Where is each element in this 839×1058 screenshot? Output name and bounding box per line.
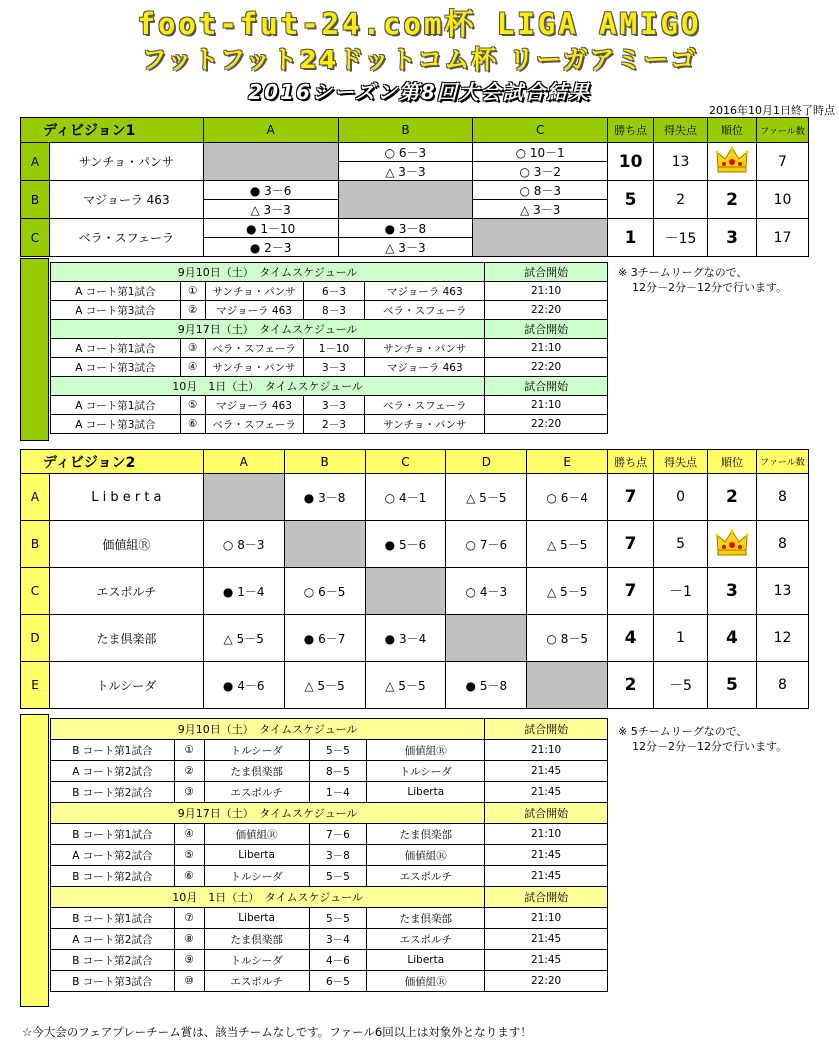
home-team: エスポルチ bbox=[204, 971, 309, 992]
away-team: Liberta bbox=[367, 950, 485, 971]
court: B コート第3試合 bbox=[51, 971, 175, 992]
div2-goaldiff: 0 bbox=[654, 474, 708, 521]
schedule-day-header: 9月17日（土） タイムスケジュール bbox=[51, 320, 485, 339]
div2-goaldiff-header: 得失点 bbox=[654, 450, 708, 474]
court: B コート第1試合 bbox=[51, 908, 175, 929]
home-team: ベラ・スフェーラ bbox=[205, 415, 303, 434]
div2-team-name: エスポルチ bbox=[49, 568, 203, 615]
div2-result: ○ 6－5 bbox=[284, 568, 365, 615]
div2-result: ○ 6－4 bbox=[527, 474, 608, 521]
court: A コート第1試合 bbox=[51, 339, 181, 358]
note-line: ※ 3チームリーグなので、 bbox=[618, 266, 748, 279]
start-time: 22:20 bbox=[485, 358, 608, 377]
home-team: 価値組Ⓡ bbox=[204, 824, 309, 845]
game-no: ⑥ bbox=[174, 866, 204, 887]
div1-self-cell bbox=[338, 181, 473, 219]
court: B コート第2試合 bbox=[51, 866, 175, 887]
game-no: ⑤ bbox=[180, 396, 205, 415]
game-no: ⑨ bbox=[174, 950, 204, 971]
game-no: ③ bbox=[174, 782, 204, 803]
div1-team-name: サンチョ・パンサ bbox=[49, 143, 203, 181]
div1-schedule-bar bbox=[20, 258, 49, 441]
away-team: ベラ・スフェーラ bbox=[365, 396, 485, 415]
away-team: エスポルチ bbox=[367, 929, 485, 950]
div2-rank: 2 bbox=[707, 474, 756, 521]
div2-goaldiff: －5 bbox=[654, 662, 708, 709]
game-no: ① bbox=[174, 740, 204, 761]
crown-icon bbox=[715, 146, 749, 174]
div2-col: A bbox=[203, 450, 284, 474]
div2-fouls: 12 bbox=[756, 615, 808, 662]
court: B コート第1試合 bbox=[51, 824, 175, 845]
start-time-header: 試合開始 bbox=[485, 719, 608, 740]
court: B コート第2試合 bbox=[51, 782, 175, 803]
div2-rank-cell bbox=[707, 521, 756, 568]
away-team: マジョーラ 463 bbox=[365, 282, 485, 301]
game-no: ④ bbox=[174, 824, 204, 845]
div1-self-cell bbox=[203, 143, 338, 181]
div2-self-cell bbox=[365, 568, 446, 615]
div2-col: C bbox=[365, 450, 446, 474]
home-team: エスポルチ bbox=[204, 782, 309, 803]
div1-result: ○ 6－3 bbox=[338, 143, 473, 162]
div1-rank-cell bbox=[708, 143, 757, 181]
div2-result: ○ 4－1 bbox=[365, 474, 446, 521]
score: 2－3 bbox=[303, 415, 365, 434]
div2-result: △ 5－5 bbox=[527, 521, 608, 568]
away-team: トルシーダ bbox=[367, 761, 485, 782]
game-no: ⑤ bbox=[174, 845, 204, 866]
home-team: トルシーダ bbox=[204, 866, 309, 887]
start-time: 21:45 bbox=[485, 950, 608, 971]
div1-note bbox=[618, 265, 787, 295]
div1-team-name: ベラ・スフェーラ bbox=[49, 219, 203, 257]
score: 7－6 bbox=[309, 824, 367, 845]
div2-goaldiff: 5 bbox=[654, 521, 708, 568]
div2-team-name: トルシーダ bbox=[49, 662, 203, 709]
note-line: ※ 5チームリーグなので、 bbox=[618, 725, 748, 738]
start-time: 21:10 bbox=[485, 740, 608, 761]
div2-points: 4 bbox=[608, 615, 654, 662]
div2-points: 7 bbox=[608, 568, 654, 615]
div2-note bbox=[618, 724, 787, 754]
div1-points: 5 bbox=[608, 181, 654, 219]
away-team: たま倶楽部 bbox=[367, 824, 485, 845]
div2-self-cell bbox=[527, 662, 608, 709]
div1-rank: 2 bbox=[708, 181, 757, 219]
home-team: マジョーラ 463 bbox=[205, 396, 303, 415]
div2-team-name: たま倶楽部 bbox=[49, 615, 203, 662]
div1-fouls: 17 bbox=[756, 219, 808, 257]
div1-goaldiff: 13 bbox=[654, 143, 708, 181]
away-team: 価値組Ⓡ bbox=[367, 845, 485, 866]
game-no: ② bbox=[174, 761, 204, 782]
court: A コート第2試合 bbox=[51, 761, 175, 782]
div2-col: E bbox=[527, 450, 608, 474]
start-time: 21:10 bbox=[485, 282, 608, 301]
crown-icon bbox=[715, 529, 749, 557]
div1-goaldiff: －15 bbox=[654, 219, 708, 257]
div2-result: △ 5－5 bbox=[203, 615, 284, 662]
score: 5－5 bbox=[309, 740, 367, 761]
div1-result: △ 3－3 bbox=[203, 200, 338, 219]
start-time: 22:20 bbox=[485, 415, 608, 434]
game-no: ③ bbox=[180, 339, 205, 358]
home-team: Liberta bbox=[204, 908, 309, 929]
start-time: 21:10 bbox=[485, 396, 608, 415]
div1-fouls: 10 bbox=[756, 181, 808, 219]
div2-result: ● 5－6 bbox=[365, 521, 446, 568]
div1-result: ○ 8－3 bbox=[473, 181, 608, 200]
court: A コート第1試合 bbox=[51, 396, 181, 415]
div2-goaldiff: 1 bbox=[654, 615, 708, 662]
start-time-header: 試合開始 bbox=[485, 263, 608, 282]
start-time: 21:10 bbox=[485, 908, 608, 929]
score: 6－5 bbox=[309, 971, 367, 992]
away-team: エスポルチ bbox=[367, 866, 485, 887]
div1-points: 10 bbox=[608, 143, 654, 181]
div2-goaldiff: －1 bbox=[654, 568, 708, 615]
start-time-header: 試合開始 bbox=[485, 377, 608, 396]
start-time: 21:45 bbox=[485, 845, 608, 866]
score: 8－3 bbox=[303, 301, 365, 320]
div2-fouls: 13 bbox=[756, 568, 808, 615]
game-no: ⑧ bbox=[174, 929, 204, 950]
start-time: 22:20 bbox=[485, 301, 608, 320]
score: 6－3 bbox=[303, 282, 365, 301]
court: A コート第2試合 bbox=[51, 929, 175, 950]
home-team: マジョーラ 463 bbox=[205, 301, 303, 320]
home-team: ベラ・スフェーラ bbox=[205, 339, 303, 358]
div1-result: △ 3－3 bbox=[338, 162, 473, 181]
div2-title: ディビジョン2 bbox=[21, 450, 204, 474]
div1-result: ● 1－10 bbox=[203, 219, 338, 238]
div2-team-name: 価値組Ⓡ bbox=[49, 521, 203, 568]
div2-rank-header: 順位 bbox=[707, 450, 756, 474]
game-no: ⑥ bbox=[180, 415, 205, 434]
div1-team-name: マジョーラ 463 bbox=[49, 181, 203, 219]
start-time: 21:45 bbox=[485, 866, 608, 887]
score: 5－5 bbox=[309, 908, 367, 929]
div1-goaldiff-header: 得失点 bbox=[654, 118, 708, 143]
div2-result: ○ 7－6 bbox=[446, 521, 527, 568]
div1-fouls-header: ファール数 bbox=[756, 118, 808, 143]
div2-result: ○ 8－5 bbox=[527, 615, 608, 662]
score: 8－5 bbox=[309, 761, 367, 782]
div2-points: 7 bbox=[608, 474, 654, 521]
div1-rank-header: 順位 bbox=[708, 118, 757, 143]
court: B コート第2試合 bbox=[51, 950, 175, 971]
div1-schedule-table bbox=[50, 262, 608, 434]
game-no: ⑦ bbox=[174, 908, 204, 929]
div2-row-key: A bbox=[21, 474, 50, 521]
court: A コート第2試合 bbox=[51, 845, 175, 866]
start-time-header: 試合開始 bbox=[485, 887, 608, 908]
div2-result: ● 5－8 bbox=[446, 662, 527, 709]
div1-result: △ 3－3 bbox=[338, 238, 473, 257]
div2-fouls: 8 bbox=[756, 662, 808, 709]
div1-col-a: A bbox=[203, 118, 338, 143]
score: 3－4 bbox=[309, 929, 367, 950]
div2-points: 2 bbox=[608, 662, 654, 709]
as-of-date: 2016年10月1日終了時点 bbox=[709, 104, 835, 117]
div2-result: ● 1－4 bbox=[203, 568, 284, 615]
div1-title: ディビジョン1 bbox=[21, 118, 204, 143]
start-time: 21:45 bbox=[485, 929, 608, 950]
note-line: 12分－2分－12分で行います。 bbox=[632, 281, 788, 294]
div2-result: ● 3－4 bbox=[365, 615, 446, 662]
title-english: foot-fut-24.com杯 LIGA AMIGO bbox=[137, 7, 702, 41]
score: 3－3 bbox=[303, 396, 365, 415]
div2-self-cell bbox=[284, 521, 365, 568]
div1-row-key: B bbox=[21, 181, 50, 219]
div2-fouls-header: ファール数 bbox=[756, 450, 808, 474]
div1-result: ○ 10－1 bbox=[473, 143, 608, 162]
div1-col-b: B bbox=[338, 118, 473, 143]
start-time-header: 試合開始 bbox=[485, 320, 608, 339]
div2-col: D bbox=[446, 450, 527, 474]
home-team: トルシーダ bbox=[204, 950, 309, 971]
home-team: サンチョ・パンサ bbox=[205, 282, 303, 301]
start-time: 21:45 bbox=[485, 761, 608, 782]
fair-play-note: ☆今大会のフェアプレーチーム賞は、該当チームなしです。ファール6回以上は対象外となります！ bbox=[22, 1025, 532, 1039]
away-team: 価値組Ⓡ bbox=[367, 971, 485, 992]
div1-result: ○ 3－2 bbox=[473, 162, 608, 181]
div2-result: ● 4－6 bbox=[203, 662, 284, 709]
div2-result: △ 5－5 bbox=[365, 662, 446, 709]
game-no: ④ bbox=[180, 358, 205, 377]
home-team: トルシーダ bbox=[204, 740, 309, 761]
home-team: たま倶楽部 bbox=[204, 929, 309, 950]
div2-row-key: B bbox=[21, 521, 50, 568]
div2-result: ● 6－7 bbox=[284, 615, 365, 662]
away-team: Liberta bbox=[367, 782, 485, 803]
div2-result: △ 5－5 bbox=[284, 662, 365, 709]
div1-goaldiff: 2 bbox=[654, 181, 708, 219]
div1-result: ● 3－8 bbox=[338, 219, 473, 238]
div1-standings-table bbox=[20, 117, 809, 257]
div2-rank: 3 bbox=[707, 568, 756, 615]
away-team: たま倶楽部 bbox=[367, 908, 485, 929]
score: 1－10 bbox=[303, 339, 365, 358]
div2-self-cell bbox=[446, 615, 527, 662]
div2-fouls: 8 bbox=[756, 521, 808, 568]
div2-standings-table bbox=[20, 449, 809, 709]
div2-result: ○ 4－3 bbox=[446, 568, 527, 615]
div2-col: B bbox=[284, 450, 365, 474]
div1-result: ● 2－3 bbox=[203, 238, 338, 257]
schedule-day-header: 10月 1日（土） タイムスケジュール bbox=[51, 377, 485, 396]
schedule-day-header: 10月 1日（土） タイムスケジュール bbox=[51, 887, 485, 908]
div2-self-cell bbox=[203, 474, 284, 521]
div2-result: △ 5－5 bbox=[527, 568, 608, 615]
score: 1－4 bbox=[309, 782, 367, 803]
away-team: ベラ・スフェーラ bbox=[365, 301, 485, 320]
score: 4－6 bbox=[309, 950, 367, 971]
schedule-day-header: 9月17日（土） タイムスケジュール bbox=[51, 803, 485, 824]
home-team: サンチョ・パンサ bbox=[205, 358, 303, 377]
home-team: たま倶楽部 bbox=[204, 761, 309, 782]
start-time: 22:20 bbox=[485, 971, 608, 992]
page-subtitle: 2016シーズン第8回大会試合結果 bbox=[248, 80, 591, 104]
div2-row-key: E bbox=[21, 662, 50, 709]
div2-row-key: C bbox=[21, 568, 50, 615]
schedule-day-header: 9月10日（土） タイムスケジュール bbox=[51, 263, 485, 282]
div2-result: ○ 8－3 bbox=[203, 521, 284, 568]
start-time: 21:45 bbox=[485, 782, 608, 803]
div2-rank: 5 bbox=[707, 662, 756, 709]
court: A コート第3試合 bbox=[51, 358, 181, 377]
div2-row-key: D bbox=[21, 615, 50, 662]
home-team: Liberta bbox=[204, 845, 309, 866]
game-no: ⑩ bbox=[174, 971, 204, 992]
div2-fouls: 8 bbox=[756, 474, 808, 521]
schedule-day-header: 9月10日（土） タイムスケジュール bbox=[51, 719, 485, 740]
div2-points-header: 勝ち点 bbox=[608, 450, 654, 474]
div1-points: 1 bbox=[608, 219, 654, 257]
game-no: ① bbox=[180, 282, 205, 301]
div1-col-c: C bbox=[473, 118, 608, 143]
div1-result: ● 3－6 bbox=[203, 181, 338, 200]
start-time: 21:10 bbox=[485, 339, 608, 358]
score: 3－8 bbox=[309, 845, 367, 866]
court: A コート第3試合 bbox=[51, 415, 181, 434]
title-japanese: フットフット24ドットコム杯 リーガアミーゴ bbox=[141, 45, 698, 74]
div1-self-cell bbox=[473, 219, 608, 257]
div1-points-header: 勝ち点 bbox=[608, 118, 654, 143]
away-team: サンチョ・パンサ bbox=[365, 415, 485, 434]
away-team: サンチョ・パンサ bbox=[365, 339, 485, 358]
game-no: ② bbox=[180, 301, 205, 320]
div1-result: △ 3－3 bbox=[473, 200, 608, 219]
div1-row-key: C bbox=[21, 219, 50, 257]
div2-rank: 4 bbox=[707, 615, 756, 662]
div1-row-key: A bbox=[21, 143, 50, 181]
away-team: マジョーラ 463 bbox=[365, 358, 485, 377]
div2-result: ● 3－8 bbox=[284, 474, 365, 521]
note-line: 12分－2分－12分で行います。 bbox=[632, 740, 788, 753]
div2-schedule-bar bbox=[20, 714, 49, 1007]
score: 3－3 bbox=[303, 358, 365, 377]
court: B コート第1試合 bbox=[51, 740, 175, 761]
div2-team-name: L i b e r t a bbox=[49, 474, 203, 521]
start-time-header: 試合開始 bbox=[485, 803, 608, 824]
div2-result: △ 5－5 bbox=[446, 474, 527, 521]
court: A コート第3試合 bbox=[51, 301, 181, 320]
div2-schedule-table bbox=[50, 718, 608, 992]
start-time: 21:10 bbox=[485, 824, 608, 845]
court: A コート第1試合 bbox=[51, 282, 181, 301]
div1-rank: 3 bbox=[708, 219, 757, 257]
div1-fouls: 7 bbox=[756, 143, 808, 181]
div2-points: 7 bbox=[608, 521, 654, 568]
score: 5－5 bbox=[309, 866, 367, 887]
away-team: 価値組Ⓡ bbox=[367, 740, 485, 761]
